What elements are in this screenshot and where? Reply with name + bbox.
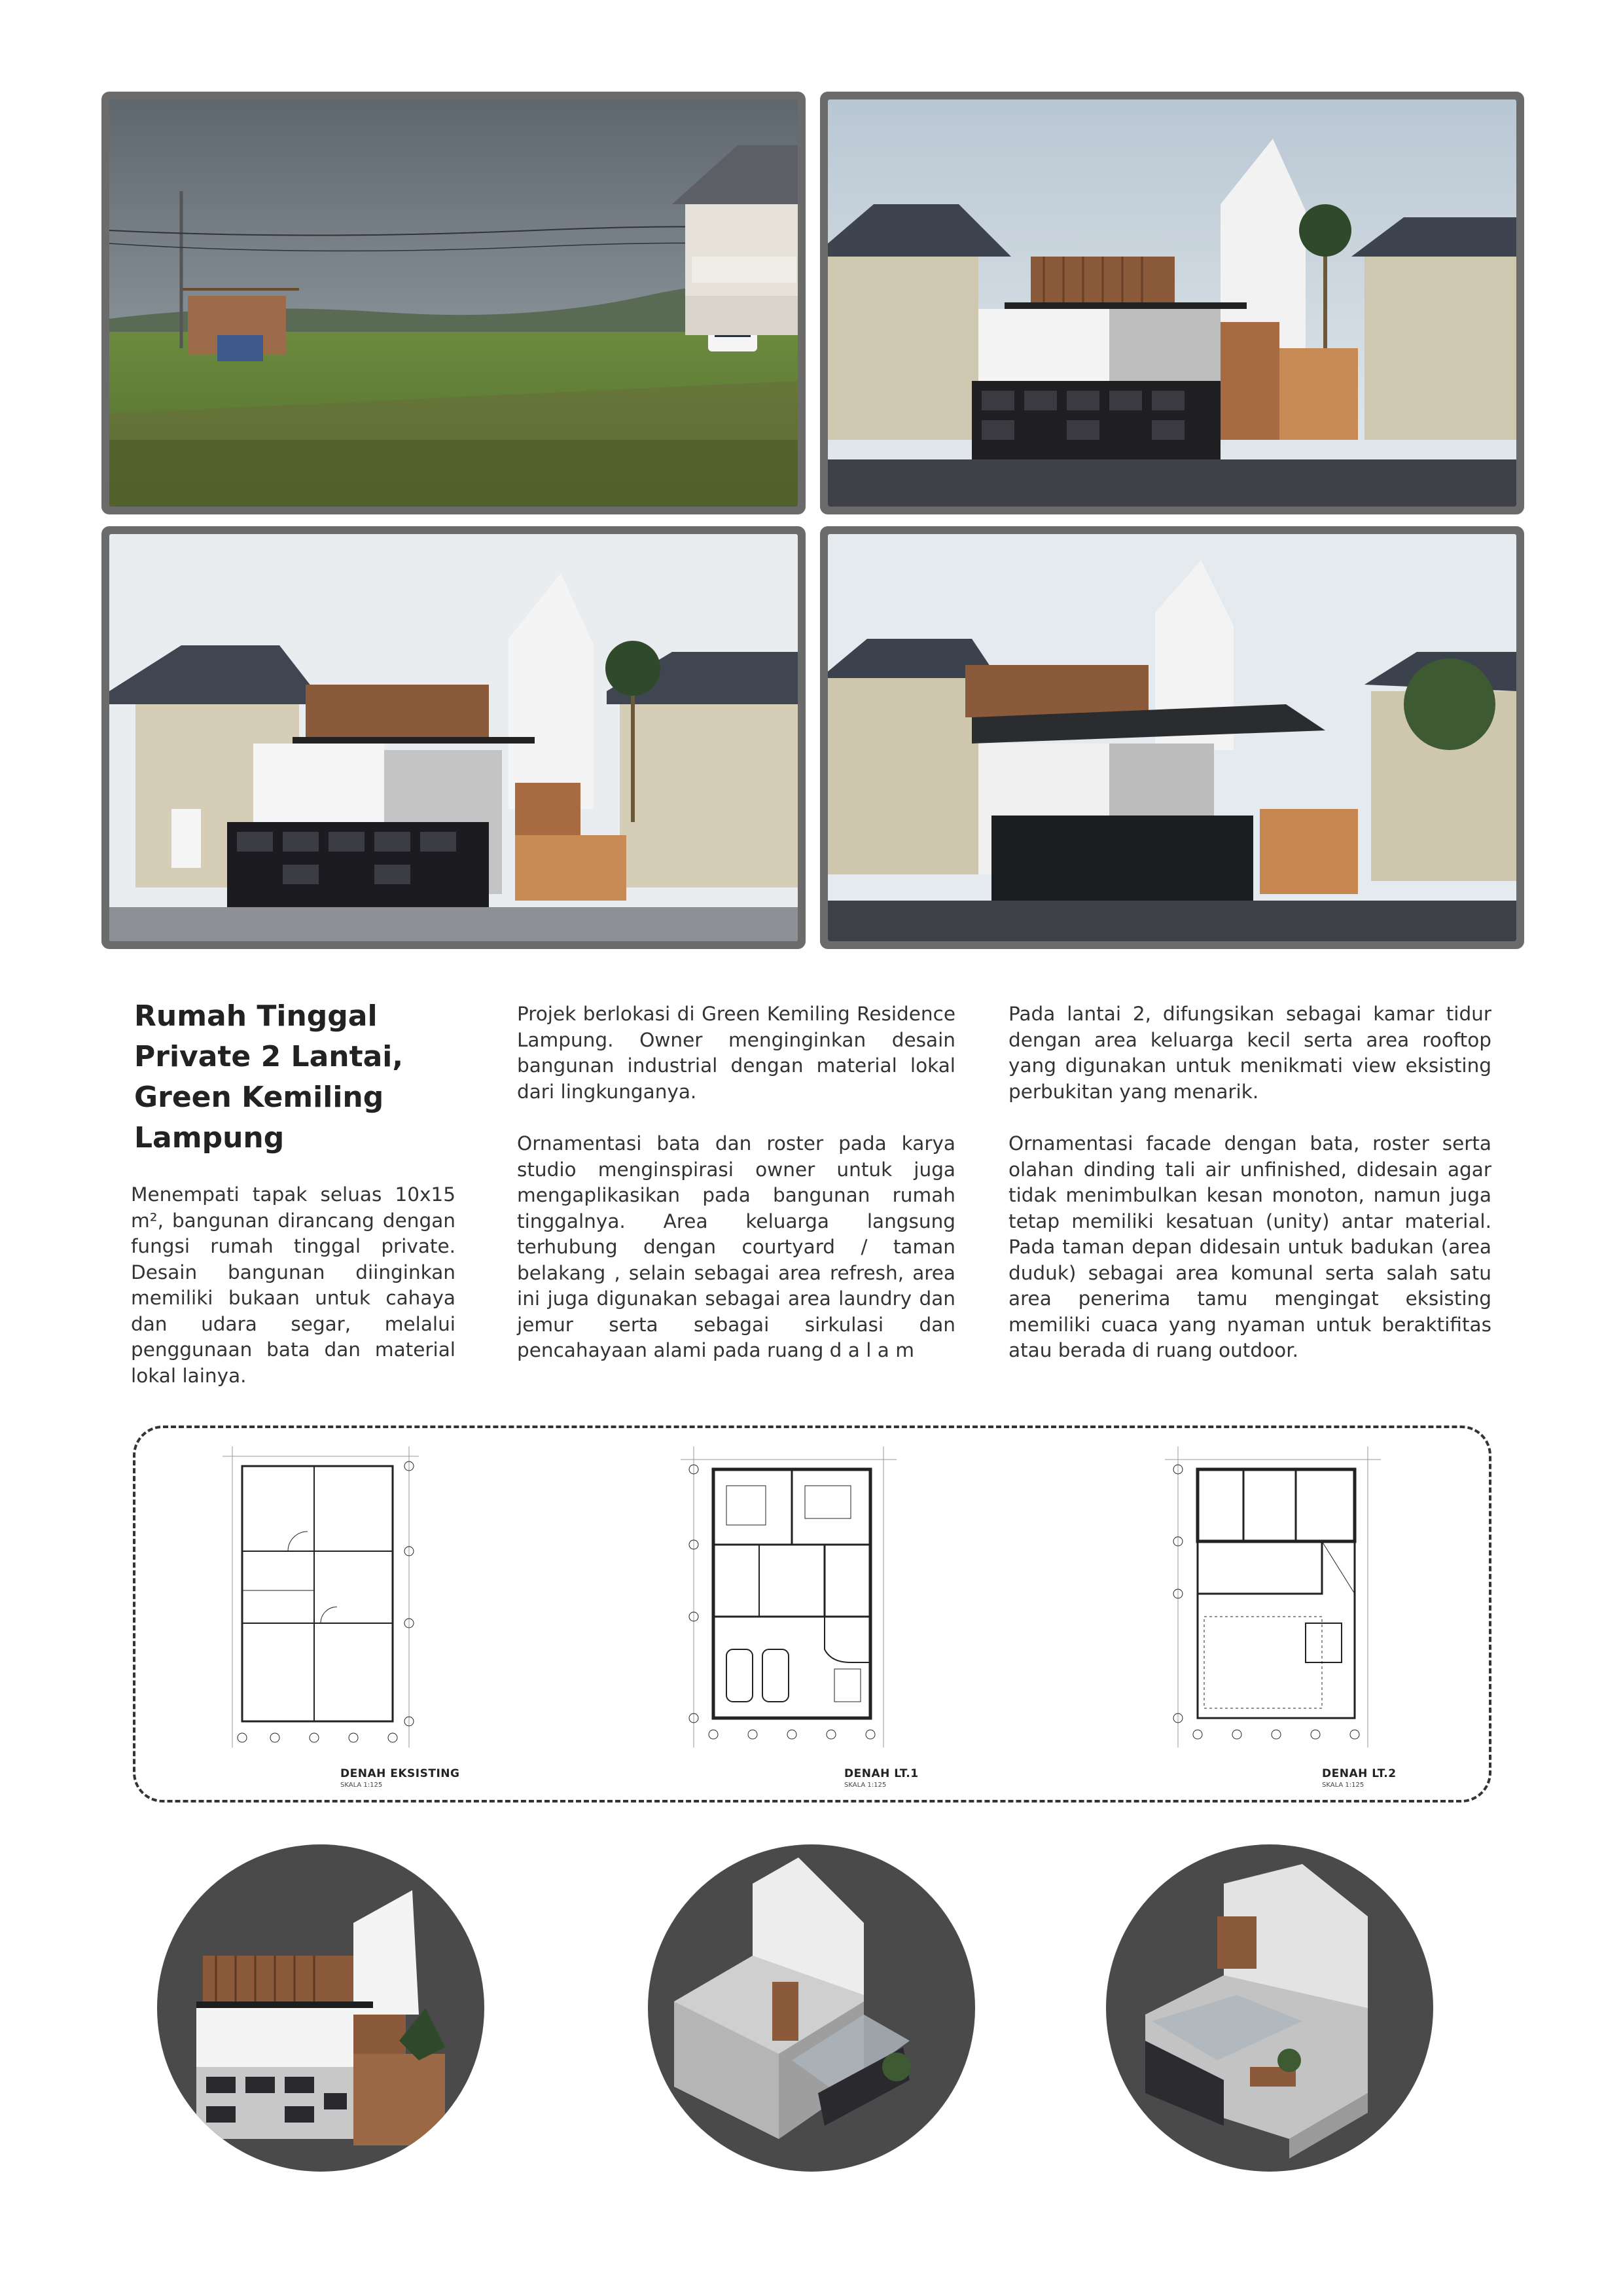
paragraph-location: Projek berlokasi di Green Kemiling Residence Lampung. Owner menginginkan desain bangunan industrial dengan material lokal dari lingkunganya. [517,1003,955,1103]
plan-existing-scale: SKALA 1:125 [340,1782,383,1789]
plan-first-floor-scale: SKALA 1:125 [844,1782,887,1789]
existing-site-image [109,99,798,507]
plan-second-floor-scale: SKALA 1:125 [1322,1782,1364,1789]
paragraph-site: Menempati tapak seluas 10x15 m², bangunan dirancang dengan fungsi rumah tinggal private. Desain bangunan diinginkan memiliki bukaan untuk cahaya dan udara segar, melalui penggunaan bata dan material lokal lainya. [131,1183,455,1387]
photo-render-perspective [820,526,1524,949]
render-front-1-image [828,99,1516,507]
photo-existing-site [101,92,806,514]
project-title: Rumah Tinggal Private 2 Lantai, Green Kemiling Lampung [134,999,404,1155]
render-front-2-image [109,534,798,941]
axon-side-view [1106,1844,1433,2172]
photo-render-front-2 [101,526,806,949]
plan-existing-label: DENAH EKSISTING [340,1767,460,1780]
axon-rear-view [648,1844,975,2172]
plan-second-floor-label: DENAH LT.2 [1322,1767,1397,1780]
paragraph-facade: Ornamentasi facade dengan bata, roster serta olahan dinding tali air unfinished, didesain agar tidak menimbulkan kesan monoton, namun juga tetap memiliki kesatuan (unity) antar material. Pada taman depan didesain untuk badukan (area duduk) sebagai area komunal serta salah satu area penerima tamu mengingat eksisting memiliki cuaca yang nyaman untuk beraktifitas atau berada di ruang outdoor. [1008,1132,1491,1361]
paragraph-second-floor: Pada lantai 2, difungsikan sebagai kamar tidur dengan area keluarga kecil serta area rooftop yang digunakan untuk menikmati view eksisting perbukitan yang menarik. [1008,1003,1491,1103]
plan-first-floor-label: DENAH LT.1 [844,1767,919,1780]
plan-first-floor-drawing [681,1446,897,1748]
plan-second-floor-drawing [1165,1446,1381,1748]
axon-front-elevation [157,1844,484,2172]
render-perspective-image [828,534,1516,941]
plan-existing-drawing [223,1446,419,1748]
photo-render-front-1 [820,92,1524,514]
paragraph-ornamentation: Ornamentasi bata dan roster pada karya studio menginspirasi owner untuk juga mengaplikasikan pada bangunan rumah tinggalnya. Area keluarga langsung terhubung dengan courtyard / taman belakang , selain sebagai area refresh, area ini juga digunakan sebagai area laundry dan jemur serta sebagai sirkulasi dan pencahayaan alami pada ruang d a l a m [517,1132,955,1361]
